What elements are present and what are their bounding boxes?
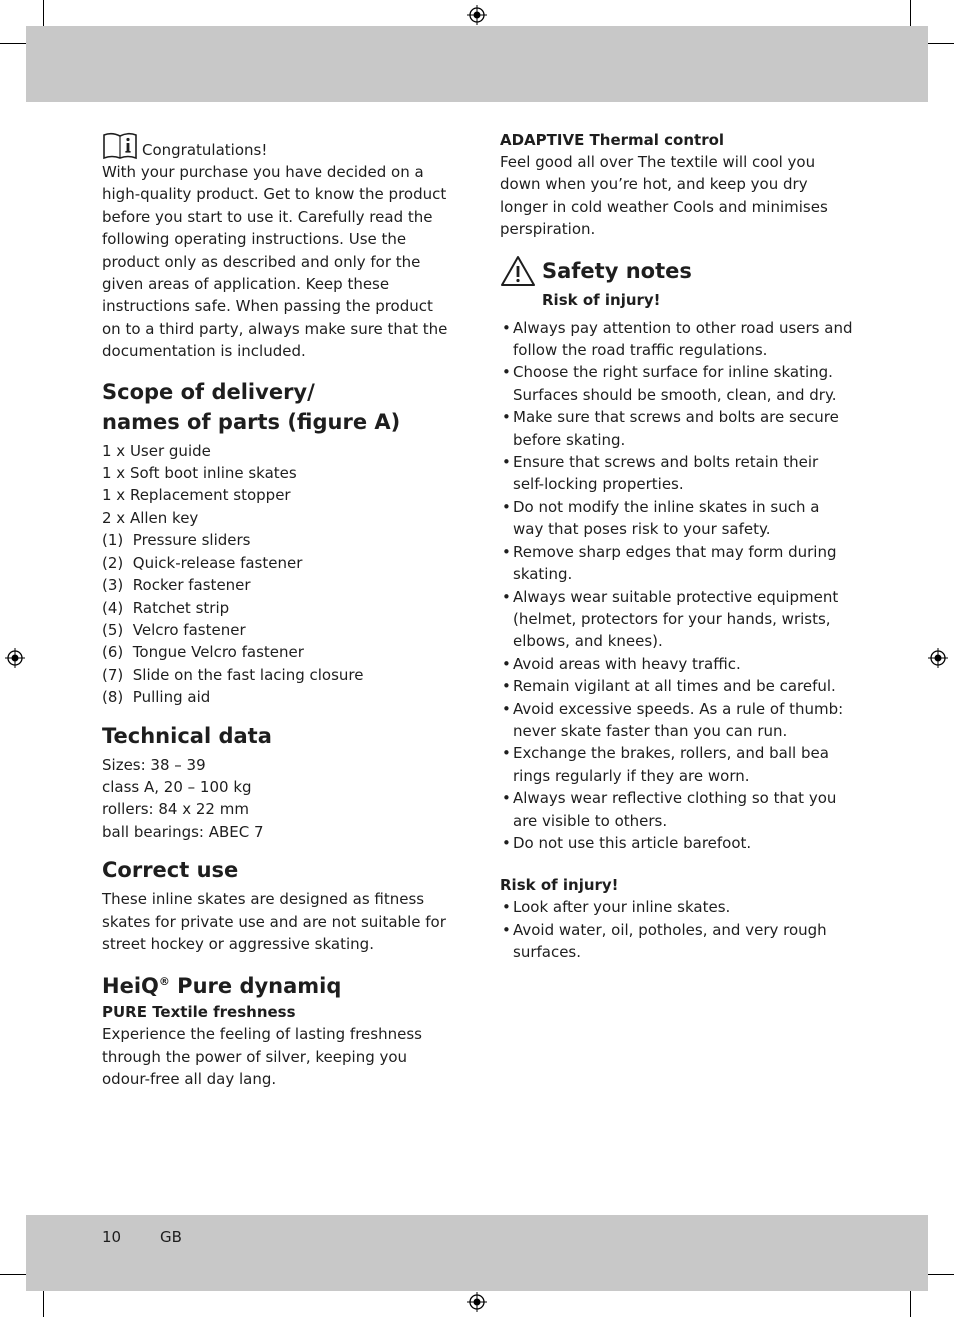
- safety-title: Safety notes: [542, 258, 692, 283]
- scope-title: [102, 377, 454, 437]
- intro-text: With your purchase you have decided on a high-quality product. Get to know the product before you start to use it. Carefully read the following operating instructions. Use the product only as described and only for the given areas of application. Keep these instructions safe. When passing the product on to a third party, always make sure that the documentation is included.: [102, 163, 448, 361]
- safety-subtitle: Risk of injury!: [542, 290, 661, 309]
- list-item: • Remove sharp edges that may form during skating.: [500, 541, 854, 586]
- list-item: rollers: 84 x 22 mm: [102, 800, 249, 819]
- heiq-text: Experience the feeling of lasting freshness through the power of silver, keeping you odour-free all day lang.: [102, 1025, 422, 1089]
- list-item: (5) Velcro fastener: [102, 620, 246, 639]
- correct-use-title: Correct use: [102, 858, 239, 883]
- registration-mark-icon: [5, 648, 25, 668]
- heiq-title: [102, 967, 454, 1001]
- crop-mark: [43, 1291, 44, 1317]
- page-number: 10: [102, 1228, 122, 1246]
- list-item: 1 x User guide: [102, 441, 211, 460]
- crop-mark: [43, 0, 44, 26]
- list-item: • Always wear reflective clothing so that you are visible to others.: [500, 787, 854, 832]
- heiq-title-prefix: HeiQ: [102, 974, 159, 999]
- registration-mark-icon: [928, 648, 948, 668]
- list-item: 1 x Soft boot inline skates: [102, 464, 297, 483]
- technical-title: Technical data: [102, 723, 272, 748]
- list-item: ball bearings: ABEC 7: [102, 822, 264, 841]
- registration-mark-icon: [467, 1292, 487, 1312]
- list-item: • Avoid excessive speeds. As a rule of thumb: never skate faster than you can run.: [500, 698, 854, 743]
- intro-heading-row: [102, 131, 454, 161]
- crop-mark: [0, 43, 26, 44]
- language-code: GB: [160, 1228, 182, 1246]
- safety-heading-row: [500, 255, 854, 287]
- list-item: • Avoid water, oil, potholes, and very rough surfaces.: [500, 919, 854, 964]
- list-item: • Make sure that screws and bolts are secure before skating.: [500, 406, 854, 451]
- registered-mark: ®: [158, 975, 170, 989]
- list-item: • Remain vigilant at all times and be careful.: [500, 675, 854, 697]
- list-item: • Do not modify the inline skates in such a way that poses risk to your safety.: [500, 496, 854, 541]
- list-item: • Look after your inline skates.: [500, 896, 854, 918]
- adaptive-title: ADAPTIVE Thermal control: [500, 131, 725, 149]
- safety-list: [500, 317, 854, 855]
- list-item: (6) Tongue Velcro fastener: [102, 643, 304, 662]
- header-band: [26, 26, 928, 102]
- adaptive-text: Feel good all over The textile will cool you down when you’re hot, and keep you dry longer in cold weather Cools and minimises perspiration.: [500, 153, 828, 239]
- list-item: • Ensure that screws and bolts retain their self-locking properties.: [500, 451, 854, 496]
- list-item: (7) Slide on the fast lacing closure: [102, 665, 364, 684]
- crop-mark: [928, 1274, 954, 1275]
- scope-title-line1: Scope of delivery/: [102, 379, 315, 404]
- heiq-title-suffix: Pure dynamiq: [169, 974, 342, 999]
- crop-mark: [0, 1274, 26, 1275]
- info-book-icon: [102, 131, 138, 161]
- crop-mark: [910, 1291, 911, 1317]
- list-item: • Always pay attention to other road users and follow the road traffic regulations.: [500, 317, 854, 362]
- list-item: • Choose the right surface for inline skating. Surfaces should be smooth, clean, and dry.: [500, 361, 854, 406]
- list-item: • Exchange the brakes, rollers, and ball bea rings regularly if they are worn.: [500, 742, 854, 787]
- list-item: (2) Quick-release fastener: [102, 553, 303, 572]
- scope-title-line2: names of parts (figure A): [102, 409, 401, 434]
- list-item: • Do not use this article barefoot.: [500, 832, 854, 854]
- list-item: Sizes: 38 – 39: [102, 755, 206, 774]
- warning-triangle-icon: [500, 255, 536, 287]
- footer-band: [26, 1215, 928, 1291]
- registration-mark-icon: [467, 5, 487, 25]
- scope-list: [102, 440, 454, 709]
- intro-heading: Congratulations!: [142, 141, 268, 159]
- list-item: 1 x Replacement stopper: [102, 486, 291, 505]
- crop-mark: [928, 43, 954, 44]
- list-item: (1) Pressure sliders: [102, 531, 251, 550]
- list-item: • Avoid areas with heavy traffic.: [500, 653, 854, 675]
- list-item: class A, 20 – 100 kg: [102, 777, 252, 796]
- crop-mark: [910, 0, 911, 26]
- list-item: 2 x Allen key: [102, 508, 199, 527]
- left-column: [102, 131, 454, 1091]
- correct-use-text: These inline skates are designed as fitness skates for private use and are not suitable for street hockey or aggressive skating.: [102, 890, 446, 953]
- safety-subtitle-2: Risk of injury!: [500, 876, 619, 895]
- list-item: (3) Rocker fastener: [102, 576, 251, 595]
- heiq-subtitle: PURE Textile freshness: [102, 1003, 296, 1022]
- list-item: (8) Pulling aid: [102, 688, 211, 707]
- list-item: • Always wear suitable protective equipment (helmet, protectors for your hands, wrists, elbows, and knees).: [500, 586, 854, 653]
- safety-list-2: [500, 896, 854, 963]
- technical-list: [102, 754, 454, 844]
- right-column: [500, 129, 854, 964]
- list-item: (4) Ratchet strip: [102, 598, 230, 617]
